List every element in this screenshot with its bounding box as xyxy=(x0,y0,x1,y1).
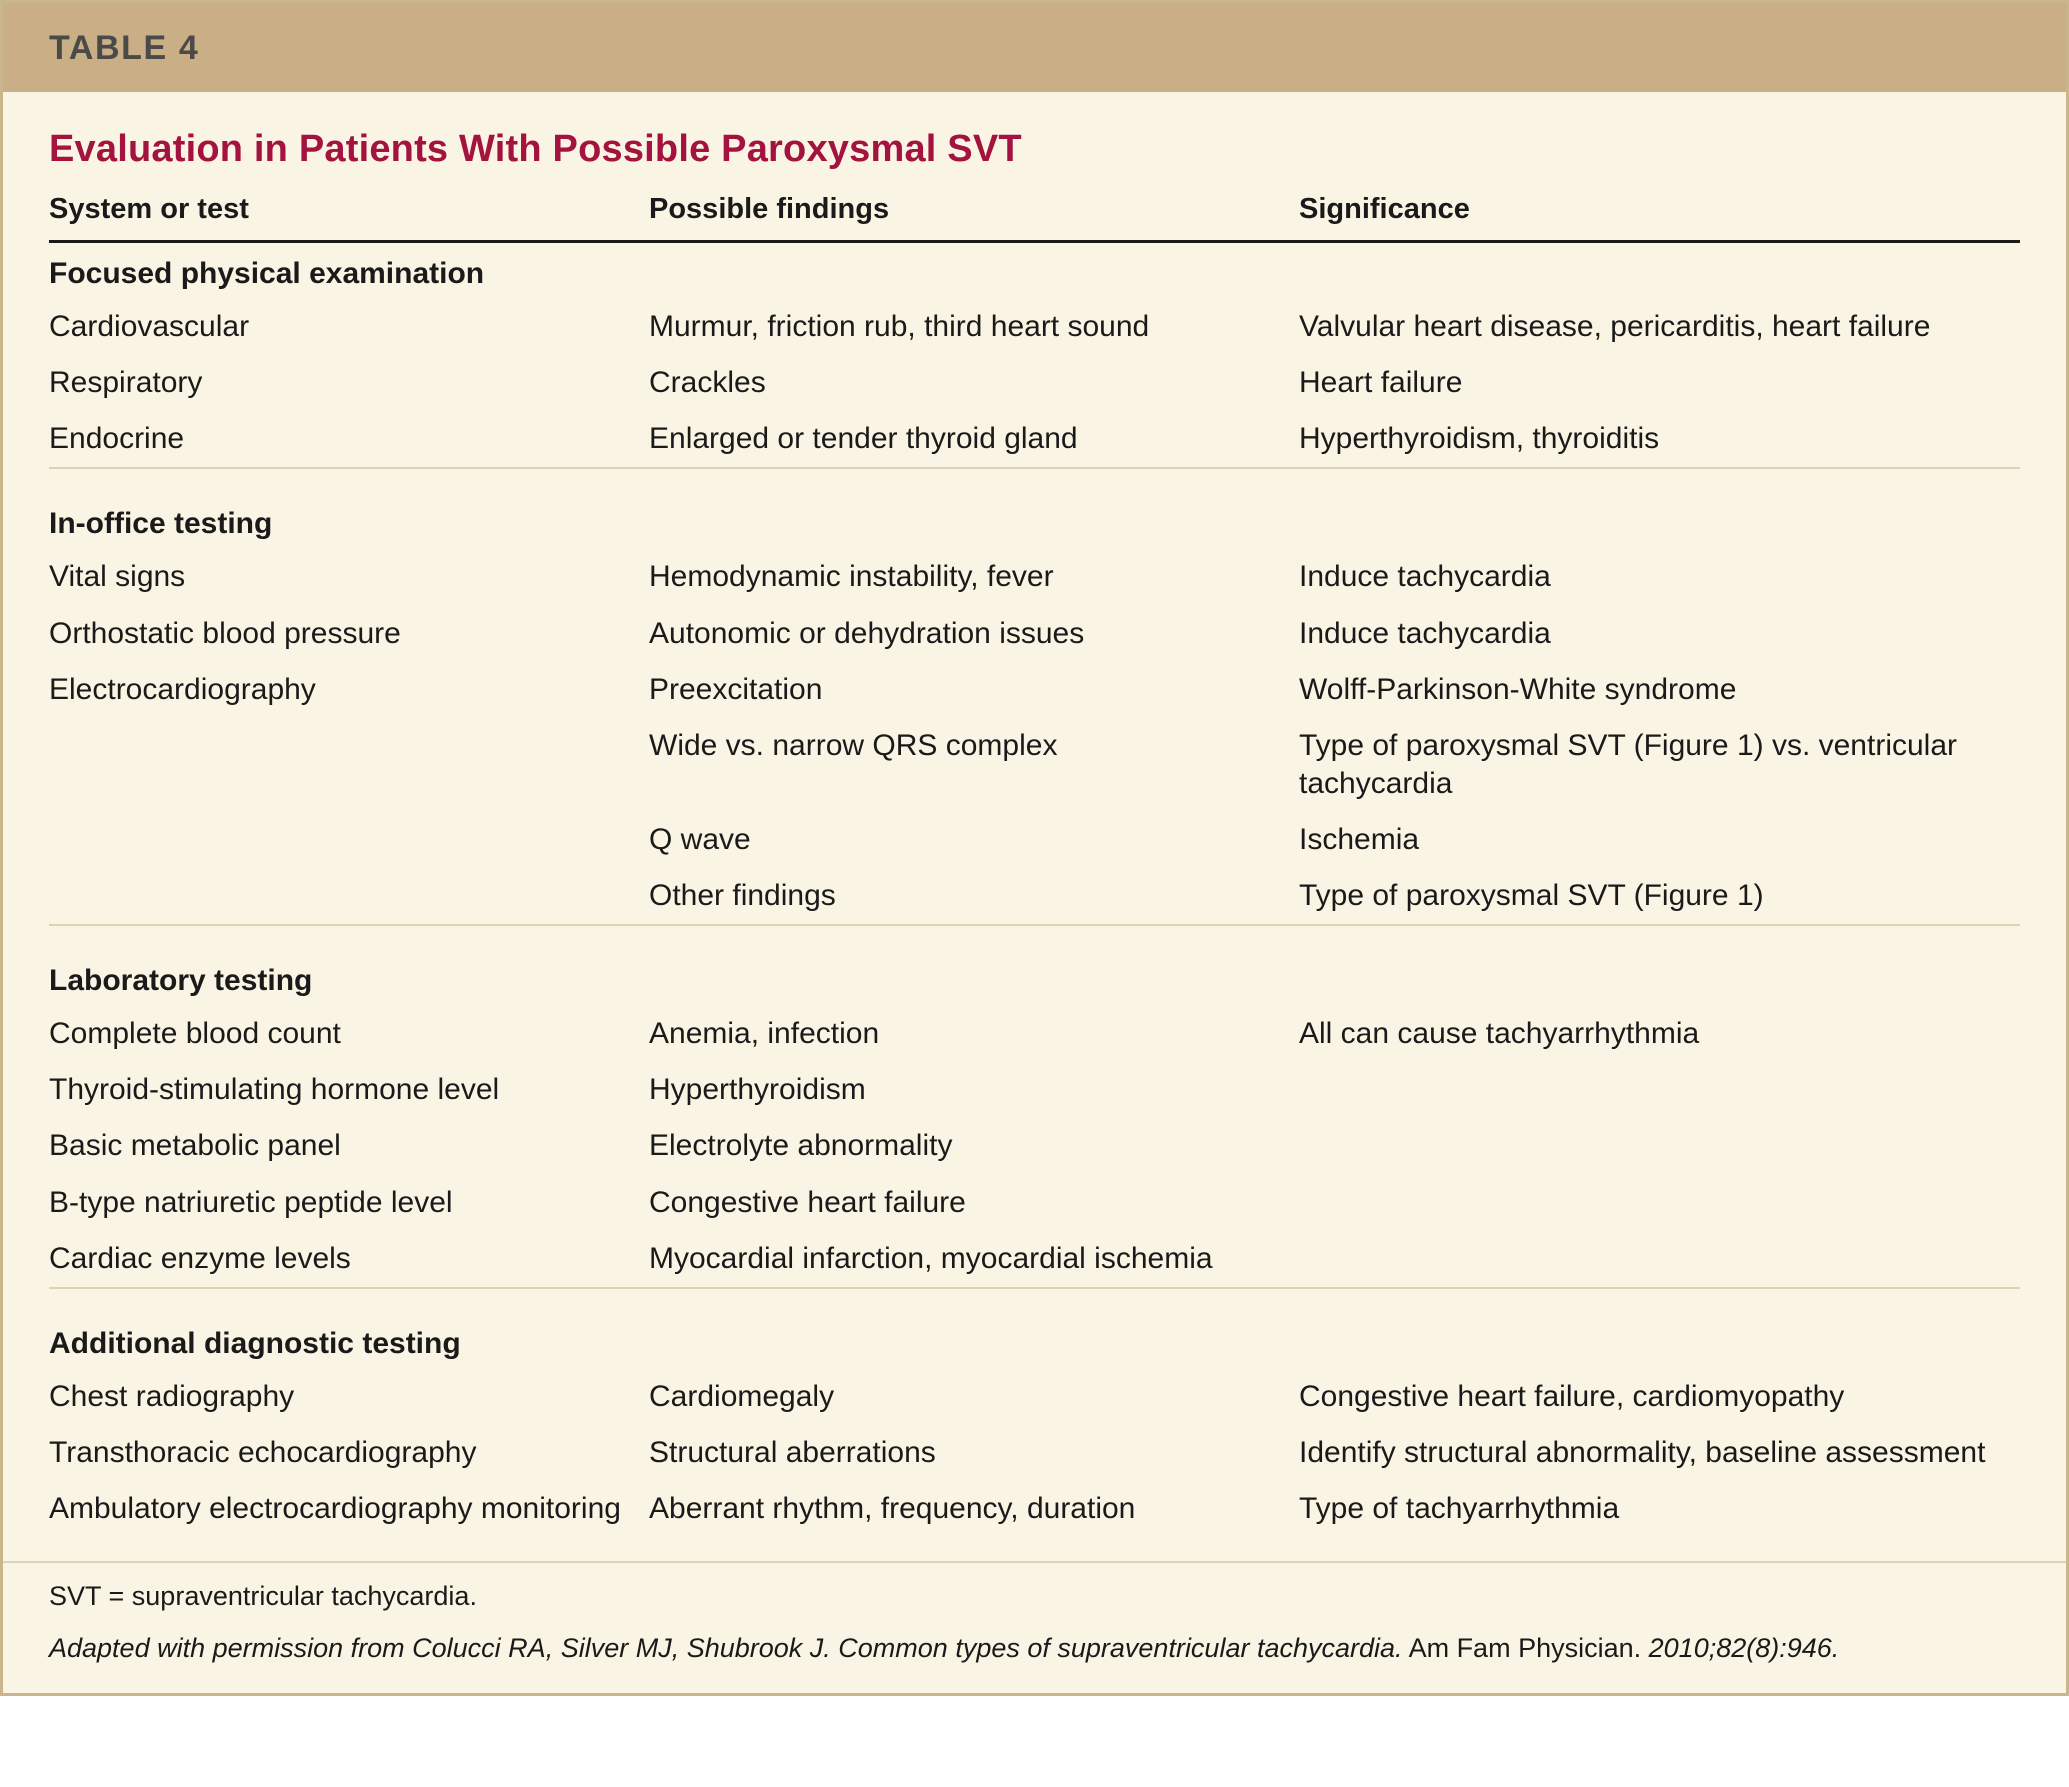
cell-system: Complete blood count xyxy=(49,1017,341,1051)
cell-findings: Autonomic or dehydration issues xyxy=(649,616,1085,650)
cell-significance: Induce tachycardia xyxy=(1299,616,1551,650)
table-row xyxy=(49,812,2020,868)
cell-system: Endocrine xyxy=(49,422,185,456)
group-label: Laboratory testing xyxy=(49,964,313,998)
cell-findings: Enlarged or tender thyroid gland xyxy=(649,422,1078,456)
table-row xyxy=(49,1481,2020,1537)
cell-system: Electrocardiography xyxy=(49,672,316,706)
column-header-possible-findings: Possible findings xyxy=(649,193,1299,242)
abbreviation-note: SVT = supraventricular tachycardia. xyxy=(49,1581,477,1612)
cell-findings: Wide vs. narrow QRS complex xyxy=(649,728,1058,762)
group-divider xyxy=(49,1288,2020,1303)
cell-system: Ambulatory electrocardiography monitoring xyxy=(49,1491,621,1525)
table-row xyxy=(49,662,2020,718)
column-header-significance: Significance xyxy=(1299,193,2020,242)
group-header-row xyxy=(49,1303,2020,1369)
table-row xyxy=(49,606,2020,662)
cell-system xyxy=(49,868,649,925)
cell-findings: Cardiomegaly xyxy=(649,1379,835,1413)
cell-significance: Valvular heart disease, pericarditis, heart failure xyxy=(1299,310,1931,344)
cell-findings: Anemia, infection xyxy=(649,1017,880,1051)
table-row xyxy=(49,1369,2020,1425)
cell-findings: Hemodynamic instability, fever xyxy=(649,560,1054,594)
table-body xyxy=(3,92,2066,1547)
table-header-band xyxy=(3,3,2066,92)
evaluation-table xyxy=(49,193,2020,1537)
table-row xyxy=(49,1006,2020,1062)
group-label: In-office testing xyxy=(49,507,273,541)
cell-findings: Congestive heart failure xyxy=(649,1185,966,1219)
cell-system: Respiratory xyxy=(49,366,203,400)
table-header-row xyxy=(49,193,2020,242)
source-note xyxy=(49,1630,2020,1666)
cell-significance xyxy=(1299,1118,2020,1174)
cell-significance: All can cause tachyarrhythmia xyxy=(1299,1017,1700,1051)
cell-significance: Type of tachyarrhythmia xyxy=(1299,1491,1620,1525)
cell-significance xyxy=(1299,1175,2020,1231)
table-row xyxy=(49,411,2020,468)
cell-system xyxy=(49,718,649,812)
cell-system: Cardiac enzyme levels xyxy=(49,1241,351,1275)
table-row xyxy=(49,1231,2020,1288)
cell-findings: Hyperthyroidism xyxy=(649,1073,866,1107)
cell-findings: Other findings xyxy=(649,879,836,913)
cell-system: Basic metabolic panel xyxy=(49,1129,341,1163)
group-divider xyxy=(49,468,2020,483)
cell-significance: Ischemia xyxy=(1299,822,1420,856)
cell-significance xyxy=(1299,1062,2020,1118)
cell-significance: Hyperthyroidism, thyroiditis xyxy=(1299,422,1660,456)
table-row xyxy=(49,299,2020,355)
cell-system: Transthoracic echocardiography xyxy=(49,1435,477,1469)
cell-findings: Electrolyte abnormality xyxy=(649,1129,953,1163)
cell-significance: Type of paroxysmal SVT (Figure 1) xyxy=(1299,879,1764,913)
table-row xyxy=(49,718,2020,812)
table-row xyxy=(49,1118,2020,1174)
cell-findings: Q wave xyxy=(649,822,751,856)
group-header-row xyxy=(49,242,2020,300)
cell-findings: Aberrant rhythm, frequency, duration xyxy=(649,1491,1136,1525)
cell-system: B-type natriuretic peptide level xyxy=(49,1185,453,1219)
table-row xyxy=(49,1062,2020,1118)
cell-significance: Wolff-Parkinson-White syndrome xyxy=(1299,672,1737,706)
group-label: Focused physical examination xyxy=(49,257,485,290)
table-row xyxy=(49,868,2020,925)
cell-system: Vital signs xyxy=(49,560,186,594)
source-journal: Am Fam Physician. xyxy=(1408,1633,1642,1664)
table-row xyxy=(49,1175,2020,1231)
group-label: Additional diagnostic testing xyxy=(49,1326,461,1360)
cell-findings: Structural aberrations xyxy=(649,1435,936,1469)
source-citation: 2010;82(8):946. xyxy=(1648,1633,1840,1664)
group-header-row xyxy=(49,940,2020,1006)
cell-significance: Heart failure xyxy=(1299,366,1463,400)
cell-system: Chest radiography xyxy=(49,1379,295,1413)
cell-system: Thyroid-stimulating hormone level xyxy=(49,1073,500,1107)
cell-significance: Type of paroxysmal SVT (Figure 1) vs. ventricular tachycardia xyxy=(1299,728,1958,800)
cell-system: Cardiovascular xyxy=(49,310,250,344)
cell-findings: Murmur, friction rub, third heart sound xyxy=(649,310,1150,344)
cell-significance xyxy=(1299,1231,2020,1288)
cell-system: Orthostatic blood pressure xyxy=(49,616,401,650)
cell-significance: Induce tachycardia xyxy=(1299,560,1551,594)
group-divider xyxy=(49,925,2020,940)
table-row xyxy=(49,355,2020,411)
cell-findings: Preexcitation xyxy=(649,672,823,706)
table-number: TABLE 4 xyxy=(49,29,200,67)
cell-findings: Crackles xyxy=(649,366,766,400)
group-header-row xyxy=(49,483,2020,549)
table-row xyxy=(49,549,2020,605)
cell-system xyxy=(49,812,649,868)
source-prefix: Adapted with permission from Colucci RA, Silver MJ, Shubrook J. Common types of supraventricular tachycardia. xyxy=(49,1633,1403,1664)
column-header-system-or-test: System or test xyxy=(49,193,649,242)
cell-significance: Congestive heart failure, cardiomyopathy xyxy=(1299,1379,1845,1413)
cell-significance: Identify structural abnormality, baseline assessment xyxy=(1299,1435,1986,1469)
page-title: Evaluation in Patients With Possible Paroxysmal SVT xyxy=(49,128,1022,170)
table-row xyxy=(49,1425,2020,1481)
table-footer xyxy=(3,1561,2066,1692)
cell-findings: Myocardial infarction, myocardial ischemia xyxy=(649,1241,1213,1275)
